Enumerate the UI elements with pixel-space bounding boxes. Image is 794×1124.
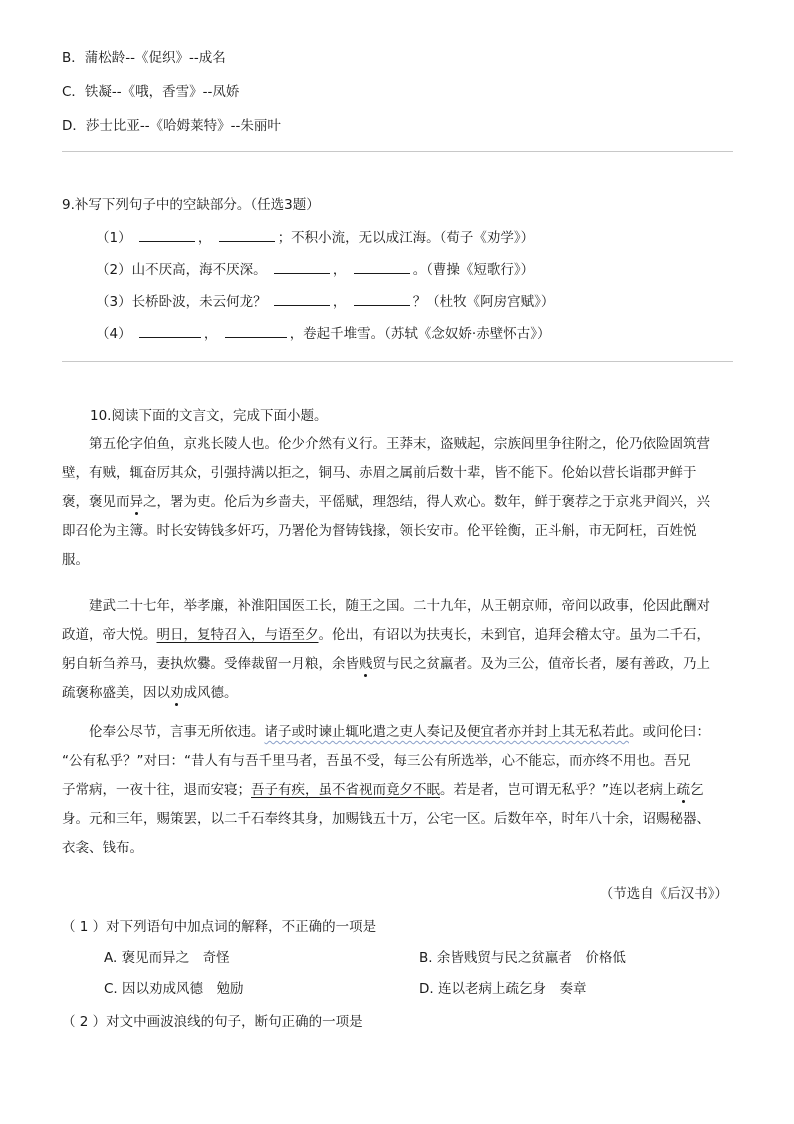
passage-line: 即召伦为主簿。时长安铸钱多奸巧，乃署伦为督铸钱掾，领长安市。伦平铨衡，正斗斛，市无阿枉，百姓悦 xyxy=(62,523,697,539)
q9-item-2 xyxy=(96,258,534,278)
passage-line: 第五伦字伯鱼，京兆长陵人也。伦少介然有义行。王莽末，盗贼起，宗族闾里争往附之，伦乃依险固筑营 xyxy=(89,436,710,452)
passage-line xyxy=(62,621,737,650)
q9-item-num: （4） xyxy=(96,326,132,342)
q9-item-head: 山不厌高，海不厌深。 xyxy=(131,262,267,278)
passage-line xyxy=(62,488,737,517)
dotted-word: 贱 xyxy=(359,656,373,672)
text-run: 疏褒称盛美，因以 xyxy=(62,685,170,701)
q9-item-head: 长桥卧波，未云何龙？ xyxy=(131,294,267,310)
q9-item-tail: 。（曹操《短歌行》） xyxy=(412,262,535,278)
dotted-word: 疏 xyxy=(676,782,690,798)
q9-title: 9.补写下列句子中的空缺部分。（任选3题） xyxy=(62,197,320,213)
passage-line: 建武二十七年，举孝廉，补淮阳国医工长，随王之国。二十九年，从王朝京师，帝问以政事，伦因此酬对 xyxy=(89,598,710,614)
q9-item-tail: ？（杜牧《阿房宫赋》） xyxy=(412,294,555,310)
q9-item-4 xyxy=(96,322,550,342)
q9-item-1 xyxy=(96,226,534,246)
passage-line: 身。元和三年，赐策罢，以二千石奉终其身，加赐钱五十万，公宅一区。后数年卒，时年八十余，诏赐秘器、 xyxy=(62,811,710,827)
passage-paragraph-1 xyxy=(62,430,737,575)
option-c: C．铁凝--《哦，香雪》--凤娇 xyxy=(62,84,240,100)
sub1-option-c[interactable]: C. 因以劝成风德 勉励 xyxy=(104,981,244,997)
text-run: 躬自斩刍养马，妻执炊爨。受俸裁留一月粮，余皆 xyxy=(62,656,359,672)
sub1-title: （ 1 ）对下列语句中加点词的解释，不正确的一项是 xyxy=(62,919,377,935)
passage-source: （节选自《后汉书》） xyxy=(599,886,728,902)
q9-sep: ， xyxy=(332,262,347,278)
divider xyxy=(62,151,733,152)
passage-line xyxy=(62,776,737,805)
q9-item-num: （2） xyxy=(96,262,132,278)
sub1-option-d[interactable]: D. 连以老病上疏乞身 奏章 xyxy=(419,981,587,997)
sub1-option-b[interactable]: B. 余皆贱贸与民之贫羸者 价格低 xyxy=(419,950,626,966)
passage-line: 服。 xyxy=(62,552,89,568)
passage-line xyxy=(62,650,737,679)
passage-line: “公有私乎？”对曰：“昔人有与吾千里马者，吾虽不受，每三公有所选举，心不能忘，而亦终不用也。吾兄 xyxy=(62,753,691,769)
passage-line: 壁，有贼，辄奋厉其众，引强持满以拒之，铜马、赤眉之属前后数十辈，皆不能下。伦始以营长诣郡尹鲜于 xyxy=(62,465,697,481)
wavy-underlined-sentence: 诸子或时谏止辄叱遣之吏人奏记及便宜者亦并封上其无私若此 xyxy=(264,724,629,740)
answer-blank[interactable] xyxy=(274,259,330,274)
answer-blank[interactable] xyxy=(139,323,201,338)
q9-sep: ， xyxy=(203,326,218,342)
text-run: 伦奉公尽节，言事无所依违。 xyxy=(89,724,265,740)
passage-paragraph-3 xyxy=(62,718,737,863)
text-run: 子常病，一夜十往，退而安寝； xyxy=(62,782,251,798)
answer-blank[interactable] xyxy=(274,291,330,306)
answer-blank[interactable] xyxy=(139,227,195,242)
passage-line: 衣衾、钱布。 xyxy=(62,840,143,856)
q10-title: 10.阅读下面的文言文，完成下面小题。 xyxy=(90,408,328,424)
q9-sep: ， xyxy=(332,294,347,310)
text-run: 成风德。 xyxy=(183,685,238,701)
text-run: 。或问伦曰： xyxy=(629,724,710,740)
answer-blank[interactable] xyxy=(225,323,287,338)
divider xyxy=(62,361,733,362)
q9-item-tail: ，卷起千堆雪。（苏轼《念奴娇·赤壁怀古》） xyxy=(289,326,551,342)
q9-item-tail: ；不积小流，无以成江海。（荀子《劝学》） xyxy=(277,230,535,246)
answer-blank[interactable] xyxy=(354,291,410,306)
sub1-option-a[interactable]: A. 褒见而异之 奇怪 xyxy=(104,950,230,966)
text-run: 政道，帝大悦。 xyxy=(62,627,157,643)
text-run: 褒，褒见而 xyxy=(62,494,130,510)
dotted-word: 异 xyxy=(129,494,143,510)
option-b: B．蒲松龄--《促织》--成名 xyxy=(62,50,226,66)
sub2-title: （ 2 ）对文中画波浪线的句子，断句正确的一项是 xyxy=(62,1014,363,1030)
underlined-sentence: 吾子有疾，虽不省视而竟夕不眠 xyxy=(251,782,440,798)
text-run: 。若是者，岂可谓无私乎？”连以老病上 xyxy=(440,782,677,798)
passage-line xyxy=(62,679,737,708)
passage-paragraph-2 xyxy=(62,592,737,708)
text-run: 乞 xyxy=(690,782,704,798)
text-run: 。伦出，有诏以为扶夷长，未到官，追拜会稽太守。虽为二千石， xyxy=(318,627,710,643)
answer-blank[interactable] xyxy=(354,259,410,274)
answer-blank[interactable] xyxy=(219,227,275,242)
passage-line xyxy=(62,718,737,747)
q9-sep: ， xyxy=(197,230,212,246)
text-run: 贸与民之贫羸者。及为三公，值帝长者，屡有善政，乃上 xyxy=(372,656,710,672)
q9-item-3 xyxy=(96,290,554,310)
dotted-word: 劝 xyxy=(170,685,184,701)
q9-item-num: （3） xyxy=(96,294,132,310)
underlined-sentence: 明日，复特召入，与语至夕 xyxy=(156,627,319,643)
q9-item-num: （1） xyxy=(96,230,132,246)
option-d: D．莎士比亚--《哈姆莱特》--朱丽叶 xyxy=(62,118,281,134)
text-run: 之，署为吏。伦后为乡啬夫，平傜赋，理怨结，得人欢心。数年，鲜于褒荐之于京兆尹阎兴，兴 xyxy=(143,494,710,510)
